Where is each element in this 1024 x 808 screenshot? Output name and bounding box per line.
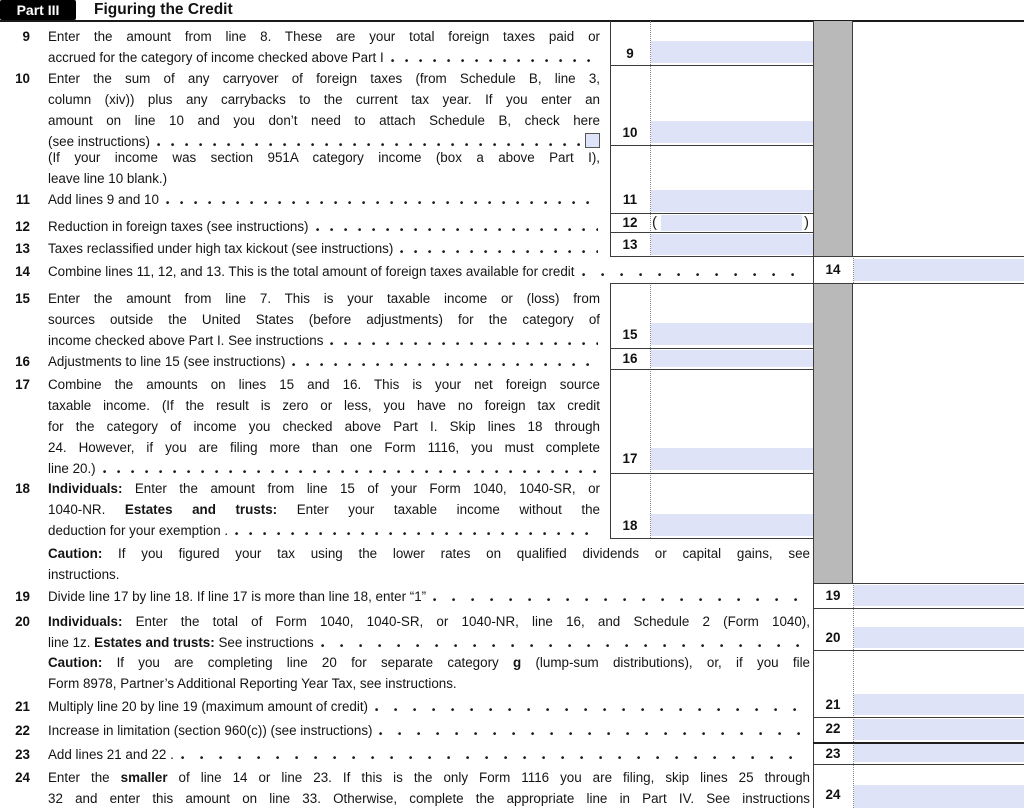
caution-after-line18	[48, 543, 810, 585]
grid-line	[813, 583, 1024, 584]
line-number-13: 13	[15, 241, 30, 256]
entry-number-9: 9	[626, 46, 634, 61]
line10-text-1: Enter the sum of any carryover of foreign taxes (from Schedule B, line 3,	[48, 71, 600, 86]
line10-text-3: amount on line 10 and you don’t need to attach Schedule B, check here	[48, 113, 600, 128]
caution-after-line20	[48, 652, 810, 694]
line10-note-1: (If your income was section 951A category income (box a above Part I),	[48, 150, 600, 165]
shaded-column	[813, 283, 853, 583]
line23-text-1: Add lines 21 and 22 .	[48, 744, 810, 765]
line-number-12: 12	[15, 219, 30, 234]
entry-number-22: 22	[825, 721, 841, 736]
line10-text-4: (see instructions)	[48, 131, 600, 152]
grid-line	[610, 473, 813, 474]
entry-number-13: 13	[622, 237, 638, 252]
shaded-column	[813, 21, 853, 256]
line13-text-1: Taxes reclassified under high tax kickout (see instructions)	[48, 238, 600, 259]
dot-leader	[103, 470, 598, 475]
line-number-19: 19	[15, 589, 30, 604]
line10-note-and-line11-text	[48, 147, 600, 210]
dot-leader	[391, 59, 598, 64]
grid-line	[813, 21, 814, 808]
dot-leader	[330, 342, 598, 347]
line17-text-2: taxable income. (If the result is zero or less, you have no foreign tax credit	[48, 398, 600, 413]
grid-line	[610, 369, 813, 370]
entry-number-16: 16	[622, 351, 638, 366]
caution2-text-2: Form 8978, Partner’s Additional Reporting Year Tax, see instructions.	[48, 676, 457, 691]
entry-number-15: 15	[622, 327, 638, 342]
line11-text-1: Add lines 9 and 10	[48, 189, 600, 210]
line17-amount-field[interactable]	[651, 448, 813, 470]
line14-text	[48, 261, 810, 282]
line-number-11: 11	[15, 192, 30, 207]
grid-line	[610, 538, 813, 539]
grid-line	[610, 65, 813, 66]
line24-text-2: 32 and enter this amount on line 33. Otherwise, complete the appropriate line in Part IV. See instructions	[48, 791, 810, 806]
dot-leader	[433, 598, 808, 603]
line10-note-2: leave line 10 blank.)	[48, 171, 168, 186]
line15-text-3: income checked above Part I. See instructions	[48, 330, 600, 351]
line12-paren-close: )	[804, 214, 809, 231]
line-number-22: 22	[15, 723, 30, 738]
line17-text-5: line 20.)	[48, 458, 600, 479]
line-number-18: 18	[15, 481, 30, 496]
line12-amount-field[interactable]	[661, 215, 802, 231]
line21-text-1: Multiply line 20 by line 19 (maximum amount of credit)	[48, 696, 810, 717]
line9-amount-field[interactable]	[651, 41, 813, 63]
line-number-17: 17	[15, 377, 30, 392]
entry-number-24: 24	[825, 787, 841, 802]
divider	[0, 20, 1024, 22]
line17-text	[48, 374, 600, 479]
line23-text	[48, 744, 810, 765]
line24-text-1: Enter the smaller of line 14 or line 23. If this is the only Form 1116 you are filing, skip lines 25 through	[48, 770, 810, 785]
line-number-14: 14	[15, 264, 30, 279]
line21-amount-field[interactable]	[854, 694, 1024, 715]
entry-number-19: 19	[825, 588, 841, 603]
grid-line	[650, 283, 651, 538]
line10-text	[48, 68, 600, 152]
line15-amount-field[interactable]	[651, 323, 813, 345]
grid-line	[610, 145, 813, 146]
line-number-24: 24	[15, 770, 30, 785]
part-label-badge: Part III	[0, 0, 76, 20]
grid-line	[610, 232, 813, 233]
grid-line	[813, 717, 1024, 718]
line22-text	[48, 720, 810, 741]
line18-text-2: 1040-NR. Estates and trusts: Enter your taxable income without the	[48, 502, 600, 517]
line18-amount-field[interactable]	[651, 514, 813, 536]
dot-leader	[292, 363, 598, 368]
line20-text-2: line 1z. Estates and trusts: See instructions	[48, 632, 810, 653]
dot-leader	[166, 201, 598, 206]
line14-text-1: Combine lines 11, 12, and 13. This is the total amount of foreign taxes available for credit	[48, 261, 810, 282]
line12-text-1: Reduction in foreign taxes (see instructions)	[48, 216, 600, 237]
entry-number-21: 21	[825, 697, 841, 712]
line18-text-1: Individuals: Enter the amount from line 15 of your Form 1040, 1040-SR, or	[48, 481, 600, 496]
line-number-21: 21	[15, 699, 30, 714]
line9-text-1: Enter the amount from line 8. These are your total foreign taxes paid or	[48, 29, 600, 44]
line19-text	[48, 586, 810, 607]
dot-leader	[235, 532, 598, 537]
grid-line	[610, 283, 1024, 284]
line9-text-2: accrued for the category of income checked above Part I	[48, 47, 600, 68]
line20-text-1: Individuals: Enter the total of Form 1040, 1040-SR, or 1040-NR, line 16, and Schedule 2 (Form 1040),	[48, 614, 810, 629]
line19-text-1: Divide line 17 by line 18. If line 17 is more than line 18, enter “1”	[48, 586, 810, 607]
line24-amount-field[interactable]	[854, 785, 1024, 808]
dot-leader	[400, 250, 598, 255]
line24-text	[48, 767, 810, 808]
line10-text-2: column (xiv)) plus any carrybacks to the current tax year. If you enter an	[48, 92, 600, 107]
line10-checkbox[interactable]	[585, 133, 600, 148]
line16-text	[48, 351, 600, 372]
entry-number-10: 10	[622, 125, 638, 140]
line-number-23: 23	[15, 747, 30, 762]
line20-amount-field[interactable]	[854, 627, 1024, 648]
line9-text	[48, 26, 600, 68]
dot-leader	[375, 708, 808, 713]
entry-number-11: 11	[622, 192, 638, 207]
line12-text	[48, 216, 600, 237]
entry-number-20: 20	[825, 630, 841, 645]
line15-text	[48, 288, 600, 351]
grid-line	[813, 608, 1024, 609]
caution1-text-2: instructions.	[48, 567, 120, 582]
line13-text	[48, 238, 600, 259]
line12-paren-open: (	[652, 214, 657, 231]
line15-text-1: Enter the amount from line 7. This is your taxable income or (loss) from	[48, 291, 600, 306]
line15-text-2: sources outside the United States (before adjustments) for the category of	[48, 312, 600, 327]
grid-line	[610, 283, 611, 538]
entry-number-18: 18	[622, 518, 638, 533]
dot-leader	[181, 756, 808, 761]
line-number-10: 10	[15, 71, 30, 86]
dot-leader	[321, 644, 808, 649]
caution2-text-1: Caution: If you are completing line 20 for separate category g (lump-sum distributions), or, if you file	[48, 655, 811, 670]
line22-amount-field[interactable]	[854, 719, 1024, 740]
entry-number-23: 23	[825, 746, 841, 761]
line-number-16: 16	[15, 354, 30, 369]
line-number-9: 9	[22, 29, 30, 44]
line16-text-1: Adjustments to line 15 (see instructions)	[48, 351, 600, 372]
dot-leader	[582, 273, 808, 278]
grid-line	[813, 764, 1024, 765]
line21-text	[48, 696, 810, 717]
line18-text-3: deduction for your exemption .	[48, 520, 600, 541]
line10-amount-field[interactable]	[651, 121, 813, 143]
dot-leader	[316, 228, 598, 233]
caution1-text-1: Caution: If you figured your tax using the lower rates on qualified dividends or capital gains, see	[48, 546, 810, 561]
dot-leader	[379, 732, 808, 737]
line17-text-3: for the category of income you checked above Part I. Skip lines 18 through	[48, 419, 600, 434]
line-number-15: 15	[15, 291, 30, 306]
line17-text-1: Combine the amounts on lines 15 and 16. This is your net foreign source	[48, 377, 600, 392]
line23-amount-field[interactable]	[854, 744, 1024, 762]
line17-text-4: 24. However, if you are filing more than one Form 1116, you must complete	[48, 440, 600, 455]
line-number-20: 20	[15, 614, 30, 629]
line14-amount-field[interactable]	[854, 259, 1024, 281]
line16-amount-field[interactable]	[651, 350, 813, 367]
grid-line	[610, 348, 813, 349]
grid-line	[813, 650, 1024, 651]
entry-number-14: 14	[825, 262, 841, 277]
line13-amount-field[interactable]	[651, 234, 813, 255]
line18-text	[48, 478, 600, 541]
entry-number-17: 17	[622, 451, 638, 466]
line20-text	[48, 611, 810, 653]
entry-number-12: 12	[622, 215, 638, 230]
grid-line	[610, 256, 1024, 257]
line11-amount-field[interactable]	[651, 190, 813, 212]
section-title: Figuring the Credit	[94, 1, 233, 18]
line22-text-1: Increase in limitation (section 960(c)) (see instructions)	[48, 720, 810, 741]
line19-amount-field[interactable]	[854, 585, 1024, 606]
